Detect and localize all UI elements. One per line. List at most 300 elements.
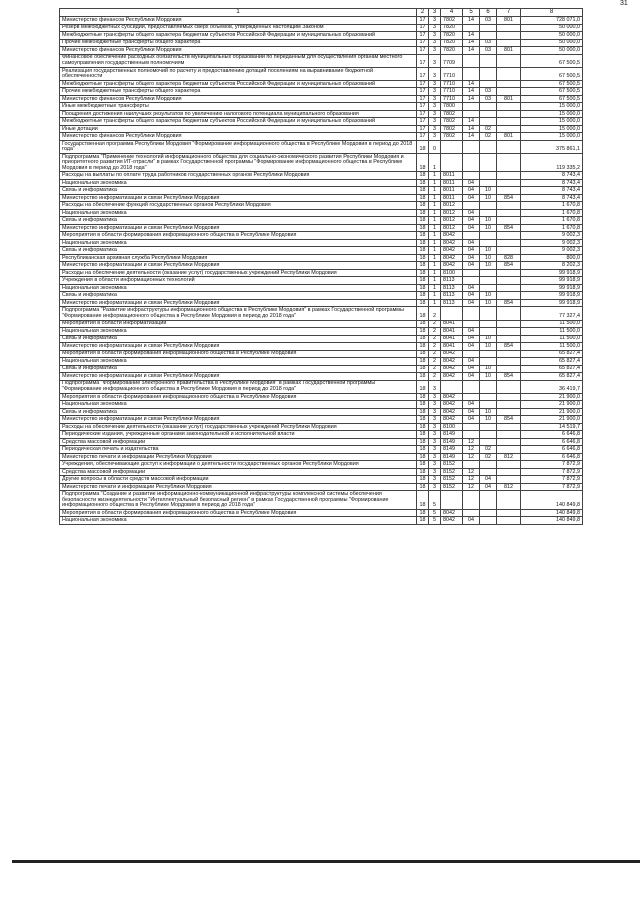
table-row — [60, 408, 583, 416]
table-row — [60, 202, 583, 210]
section-cell — [463, 54, 480, 67]
table-row — [60, 431, 583, 439]
department-code-cell — [497, 292, 521, 300]
amount-cell: 65 827,4 — [521, 358, 583, 366]
subprogram-code-cell: 1 — [429, 299, 441, 307]
target-article-cell — [441, 491, 463, 510]
amount-cell: 67 500,5 — [521, 88, 583, 96]
target-article-cell — [441, 307, 463, 320]
table-row — [60, 453, 583, 461]
section-cell — [463, 380, 480, 393]
program-code-cell: 18 — [417, 232, 429, 240]
amount-cell: 50 000,0 — [521, 47, 583, 55]
department-code-cell — [497, 509, 521, 517]
subsection-cell: 10 — [480, 292, 497, 300]
section-cell: 04 — [463, 358, 480, 366]
subprogram-code-cell: 1 — [429, 254, 441, 262]
section-cell: 14 — [463, 47, 480, 55]
subprogram-code-cell: 1 — [429, 247, 441, 255]
table-row — [60, 39, 583, 47]
section-cell: 04 — [463, 217, 480, 225]
amount-cell: 65 827,4 — [521, 373, 583, 381]
subprogram-code-cell: 3 — [429, 118, 441, 126]
budget-table — [59, 8, 583, 525]
section-cell: 04 — [463, 343, 480, 351]
table-row — [60, 133, 583, 141]
program-code-cell: 18 — [417, 284, 429, 292]
row-name-cell: Республиканская архивная служба Республики Мордовия — [60, 254, 417, 262]
section-cell: 14 — [463, 17, 480, 25]
section-cell: 04 — [463, 373, 480, 381]
subsection-cell: 10 — [480, 254, 497, 262]
row-name-cell: Межбюджетные трансферты общего характера бюджетам субъектов Российской Федерации и муниципальных образований — [60, 32, 417, 40]
target-article-cell: 8042 — [441, 350, 463, 358]
department-code-cell: 854 — [497, 373, 521, 381]
target-article-cell: 8012 — [441, 224, 463, 232]
target-article-cell: 8042 — [441, 262, 463, 270]
section-cell: 14 — [463, 32, 480, 40]
subsection-cell: 03 — [480, 47, 497, 55]
program-code-cell: 17 — [417, 24, 429, 32]
section-cell: 04 — [463, 299, 480, 307]
subsection-cell — [480, 269, 497, 277]
section-cell — [463, 509, 480, 517]
target-article-cell: 8149 — [441, 446, 463, 454]
amount-cell: 50 000,0 — [521, 24, 583, 32]
row-name-cell: Межбюджетные трансферты общего характера бюджетам субъектов Российской Федерации и муниципальных образований — [60, 80, 417, 88]
row-name-cell: Министерство печати и информации Республики Мордовия — [60, 453, 417, 461]
target-article-cell: 8042 — [441, 416, 463, 424]
target-article-cell — [441, 380, 463, 393]
section-cell — [463, 140, 480, 153]
table-row — [60, 284, 583, 292]
program-code-cell: 18 — [417, 277, 429, 285]
amount-cell: 7 872,9 — [521, 461, 583, 469]
table-row — [60, 468, 583, 476]
program-code-cell: 18 — [417, 476, 429, 484]
row-name-cell: Министерство финансов Республики Мордовия — [60, 95, 417, 103]
subprogram-code-cell: 5 — [429, 509, 441, 517]
subsection-cell — [480, 179, 497, 187]
table-row — [60, 299, 583, 307]
table-row — [60, 172, 583, 180]
amount-cell: 1 670,8 — [521, 209, 583, 217]
program-code-cell: 17 — [417, 118, 429, 126]
subprogram-code-cell: 1 — [429, 202, 441, 210]
subprogram-code-cell: 2 — [429, 343, 441, 351]
subsection-cell — [480, 232, 497, 240]
amount-cell: 11 500,0 — [521, 328, 583, 336]
subsection-cell: 04 — [480, 483, 497, 491]
target-article-cell: 8152 — [441, 476, 463, 484]
department-code-cell — [497, 239, 521, 247]
amount-cell: 728 071,0 — [521, 17, 583, 25]
section-cell: 04 — [463, 284, 480, 292]
row-name-cell: Связь и информатика — [60, 365, 417, 373]
section-cell: 04 — [463, 239, 480, 247]
subprogram-code-cell: 3 — [429, 423, 441, 431]
subsection-cell — [480, 423, 497, 431]
program-code-cell: 18 — [417, 217, 429, 225]
subsection-cell — [480, 277, 497, 285]
target-article-cell: 8011 — [441, 194, 463, 202]
program-code-cell: 18 — [417, 423, 429, 431]
row-name-cell: Учреждения, обеспечивающие доступ к информации о деятельности государственных органов Республики Мордовия — [60, 461, 417, 469]
target-article-cell — [441, 140, 463, 153]
target-article-cell: 8012 — [441, 209, 463, 217]
row-name-cell: Связь и информатика — [60, 217, 417, 225]
program-code-cell: 18 — [417, 140, 429, 153]
program-code-cell: 17 — [417, 95, 429, 103]
table-row — [60, 88, 583, 96]
department-code-cell — [497, 320, 521, 328]
section-cell — [463, 269, 480, 277]
table-row — [60, 17, 583, 25]
target-article-cell: 8113 — [441, 284, 463, 292]
amount-cell: 21 900,0 — [521, 408, 583, 416]
row-name-cell: Иные межбюджетные трансферты — [60, 103, 417, 111]
subprogram-code-cell: 1 — [429, 239, 441, 247]
amount-cell: 8 743,4 — [521, 194, 583, 202]
department-code-cell — [497, 431, 521, 439]
amount-cell: 99 918,9 — [521, 284, 583, 292]
section-cell — [463, 202, 480, 210]
subsection-cell — [480, 153, 497, 172]
amount-cell: 8 743,4 — [521, 179, 583, 187]
subsection-cell — [480, 509, 497, 517]
subprogram-code-cell: 3 — [429, 380, 441, 393]
target-article-cell: 8149 — [441, 438, 463, 446]
department-code-cell — [497, 179, 521, 187]
target-article-cell: 8152 — [441, 483, 463, 491]
subprogram-code-cell: 3 — [429, 468, 441, 476]
row-name-cell: Министерство финансов Республики Мордовия — [60, 133, 417, 141]
target-article-cell: 7802 — [441, 110, 463, 118]
department-code-cell — [497, 476, 521, 484]
program-code-cell: 18 — [417, 491, 429, 510]
department-code-cell — [497, 401, 521, 409]
amount-cell: 67 500,5 — [521, 54, 583, 67]
subprogram-code-cell: 1 — [429, 277, 441, 285]
subsection-cell — [480, 431, 497, 439]
subsection-cell — [480, 118, 497, 126]
department-code-cell — [497, 247, 521, 255]
department-code-cell — [497, 172, 521, 180]
table-row — [60, 373, 583, 381]
header-cell: 3 — [429, 9, 441, 17]
subprogram-code-cell: 2 — [429, 373, 441, 381]
section-cell: 14 — [463, 133, 480, 141]
target-article-cell: 7802 — [441, 17, 463, 25]
program-code-cell: 18 — [417, 401, 429, 409]
table-row — [60, 125, 583, 133]
row-name-cell: Связь и информатика — [60, 335, 417, 343]
subprogram-code-cell: 3 — [429, 88, 441, 96]
amount-cell: 15 000,0 — [521, 133, 583, 141]
program-code-cell: 18 — [417, 408, 429, 416]
section-cell: 04 — [463, 254, 480, 262]
amount-cell: 8 202,3 — [521, 262, 583, 270]
target-article-cell: 8042 — [441, 408, 463, 416]
target-article-cell: 7800 — [441, 103, 463, 111]
department-code-cell — [497, 54, 521, 67]
department-code-cell — [497, 328, 521, 336]
target-article-cell: 8100 — [441, 423, 463, 431]
section-cell — [463, 491, 480, 510]
row-name-cell: Национальная экономика — [60, 517, 417, 525]
subprogram-code-cell: 3 — [429, 453, 441, 461]
section-cell — [463, 172, 480, 180]
row-name-cell: Министерство информатизации и связи Республики Мордовия — [60, 224, 417, 232]
amount-cell: 11 500,0 — [521, 343, 583, 351]
subsection-cell: 03 — [480, 17, 497, 25]
amount-cell: 1 670,8 — [521, 224, 583, 232]
table-row — [60, 110, 583, 118]
table-row — [60, 277, 583, 285]
department-code-cell — [497, 461, 521, 469]
amount-cell: 6 646,8 — [521, 438, 583, 446]
department-code-cell — [497, 110, 521, 118]
department-code-cell — [497, 393, 521, 401]
subsection-cell: 10 — [480, 373, 497, 381]
table-row — [60, 292, 583, 300]
department-code-cell — [497, 423, 521, 431]
row-name-cell: Расходы на обеспечение деятельности (оказание услуг) государственных учреждений Республики Мордовия — [60, 423, 417, 431]
department-code-cell — [497, 491, 521, 510]
amount-cell: 99 918,9 — [521, 292, 583, 300]
subprogram-code-cell: 1 — [429, 232, 441, 240]
section-cell: 04 — [463, 292, 480, 300]
program-code-cell: 18 — [417, 358, 429, 366]
row-name-cell: Периодическая печать и издательства — [60, 446, 417, 454]
target-article-cell: 7820 — [441, 32, 463, 40]
target-article-cell: 8011 — [441, 187, 463, 195]
section-cell — [463, 67, 480, 80]
program-code-cell: 18 — [417, 194, 429, 202]
subprogram-code-cell: 3 — [429, 393, 441, 401]
target-article-cell: 8042 — [441, 254, 463, 262]
department-code-cell — [497, 125, 521, 133]
row-name-cell: Другие вопросы в области средств массовой информации — [60, 476, 417, 484]
section-cell: 04 — [463, 224, 480, 232]
target-article-cell: 8042 — [441, 365, 463, 373]
subprogram-code-cell: 2 — [429, 307, 441, 320]
target-article-cell: 8042 — [441, 239, 463, 247]
department-code-cell: 801 — [497, 133, 521, 141]
department-code-cell — [497, 103, 521, 111]
target-article-cell: 7802 — [441, 118, 463, 126]
amount-cell: 99 918,9 — [521, 269, 583, 277]
department-code-cell — [497, 350, 521, 358]
section-cell: 04 — [463, 262, 480, 270]
subsection-cell: 02 — [480, 133, 497, 141]
table-row — [60, 358, 583, 366]
table-row — [60, 461, 583, 469]
subsection-cell — [480, 67, 497, 80]
subsection-cell: 02 — [480, 446, 497, 454]
table-row — [60, 509, 583, 517]
table-row — [60, 517, 583, 525]
subprogram-code-cell: 1 — [429, 194, 441, 202]
subsection-cell — [480, 103, 497, 111]
program-code-cell: 17 — [417, 110, 429, 118]
table-row — [60, 67, 583, 80]
target-article-cell: 8041 — [441, 343, 463, 351]
amount-cell: 11 500,0 — [521, 335, 583, 343]
subprogram-code-cell: 3 — [429, 67, 441, 80]
table-row — [60, 350, 583, 358]
row-name-cell: Национальная экономика — [60, 239, 417, 247]
department-code-cell — [497, 187, 521, 195]
subprogram-code-cell: 3 — [429, 461, 441, 469]
subsection-cell: 10 — [480, 335, 497, 343]
subsection-cell: 02 — [480, 125, 497, 133]
subprogram-code-cell: 1 — [429, 262, 441, 270]
row-name-cell: Учреждения в области информационных технологий — [60, 277, 417, 285]
row-name-cell: Государственная программа Республики Мордовия "Формирование информационного общества в Республике Мордовия в период до 2018 года" — [60, 140, 417, 153]
section-cell: 14 — [463, 118, 480, 126]
program-code-cell: 18 — [417, 517, 429, 525]
section-cell: 14 — [463, 80, 480, 88]
department-code-cell — [497, 217, 521, 225]
subprogram-code-cell: 1 — [429, 187, 441, 195]
subprogram-code-cell: 3 — [429, 32, 441, 40]
row-name-cell: Связь и информатика — [60, 292, 417, 300]
row-name-cell: Национальная экономика — [60, 209, 417, 217]
program-code-cell: 18 — [417, 468, 429, 476]
target-article-cell: 8042 — [441, 401, 463, 409]
subprogram-code-cell: 3 — [429, 39, 441, 47]
department-code-cell — [497, 438, 521, 446]
subprogram-code-cell: 2 — [429, 335, 441, 343]
section-cell: 12 — [463, 476, 480, 484]
target-article-cell: 8042 — [441, 393, 463, 401]
row-name-cell: Министерство информатизации и связи Республики Мордовия — [60, 343, 417, 351]
program-code-cell: 18 — [417, 373, 429, 381]
amount-cell: 9 002,3 — [521, 247, 583, 255]
program-code-cell: 18 — [417, 292, 429, 300]
target-article-cell: 8113 — [441, 277, 463, 285]
department-code-cell — [497, 468, 521, 476]
subsection-cell — [480, 517, 497, 525]
department-code-cell — [497, 446, 521, 454]
target-article-cell: 8011 — [441, 179, 463, 187]
table-row — [60, 209, 583, 217]
target-article-cell: 8152 — [441, 468, 463, 476]
row-name-cell: Национальная экономика — [60, 179, 417, 187]
program-code-cell: 18 — [417, 328, 429, 336]
row-name-cell: Прочие межбюджетные трансферты общего характера — [60, 39, 417, 47]
table-row — [60, 179, 583, 187]
subsection-cell: 03 — [480, 88, 497, 96]
amount-cell: 50 000,0 — [521, 39, 583, 47]
subprogram-code-cell: 3 — [429, 54, 441, 67]
subprogram-code-cell: 2 — [429, 320, 441, 328]
department-code-cell — [497, 32, 521, 40]
subsection-cell — [480, 209, 497, 217]
program-code-cell: 18 — [417, 509, 429, 517]
subprogram-code-cell: 3 — [429, 133, 441, 141]
row-name-cell: Подпрограмма "Формирование электронного правительства в Республике Мордовия" в рамках Государственной программы "Формирование информационного общества в Республике Мордовия в период до 2018 года" — [60, 380, 417, 393]
table-row — [60, 365, 583, 373]
table-row — [60, 103, 583, 111]
subsection-cell — [480, 491, 497, 510]
amount-cell: 15 000,0 — [521, 125, 583, 133]
row-name-cell: Подпрограмма "Создание и развитие информационно-коммуникационной инфраструктуры комплексной системы обеспечения безопасности жизнедеятельности "Интеллектуальный безопасный регион" в рамках Государственной программы "Формирование информационного общества в Республике Мордовия в период до 2018 года" — [60, 491, 417, 510]
section-cell — [463, 110, 480, 118]
section-cell: 04 — [463, 416, 480, 424]
department-code-cell — [497, 209, 521, 217]
row-name-cell: Мероприятия в области информатизации — [60, 320, 417, 328]
target-article-cell: 8041 — [441, 328, 463, 336]
section-cell — [463, 423, 480, 431]
row-name-cell: Средства массовой информации — [60, 468, 417, 476]
table-row — [60, 32, 583, 40]
amount-cell: 65 827,4 — [521, 365, 583, 373]
department-code-cell — [497, 380, 521, 393]
subsection-cell: 04 — [480, 476, 497, 484]
department-code-cell — [497, 284, 521, 292]
subprogram-code-cell: 0 — [429, 140, 441, 153]
subsection-cell — [480, 393, 497, 401]
row-name-cell: Министерство информатизации и связи Республики Мордовия — [60, 299, 417, 307]
target-article-cell: 7710 — [441, 67, 463, 80]
subsection-cell — [480, 32, 497, 40]
department-code-cell — [497, 277, 521, 285]
subsection-cell: 10 — [480, 247, 497, 255]
subprogram-code-cell: 2 — [429, 328, 441, 336]
program-code-cell: 17 — [417, 32, 429, 40]
program-code-cell: 18 — [417, 320, 429, 328]
department-code-cell — [497, 88, 521, 96]
program-code-cell: 18 — [417, 254, 429, 262]
department-code-cell: 812 — [497, 483, 521, 491]
department-code-cell — [497, 232, 521, 240]
amount-cell: 50 000,0 — [521, 32, 583, 40]
subprogram-code-cell: 3 — [429, 110, 441, 118]
table-row — [60, 380, 583, 393]
amount-cell: 15 000,0 — [521, 103, 583, 111]
table-row — [60, 491, 583, 510]
program-code-cell: 18 — [417, 247, 429, 255]
target-article-cell: 7820 — [441, 24, 463, 32]
subsection-cell — [480, 380, 497, 393]
subsection-cell: 10 — [480, 365, 497, 373]
table-row — [60, 95, 583, 103]
department-code-cell — [497, 39, 521, 47]
program-code-cell: 17 — [417, 47, 429, 55]
department-code-cell: 801 — [497, 95, 521, 103]
row-name-cell: Министерство информатизации и связи Республики Мордовия — [60, 194, 417, 202]
table-row — [60, 239, 583, 247]
subprogram-code-cell: 3 — [429, 438, 441, 446]
department-code-cell — [497, 80, 521, 88]
subprogram-code-cell: 3 — [429, 80, 441, 88]
department-code-cell: 854 — [497, 224, 521, 232]
department-code-cell — [497, 517, 521, 525]
subsection-cell — [480, 202, 497, 210]
subprogram-code-cell: 1 — [429, 172, 441, 180]
subprogram-code-cell: 3 — [429, 17, 441, 25]
department-code-cell: 801 — [497, 47, 521, 55]
subsection-cell — [480, 320, 497, 328]
amount-cell: 140 849,8 — [521, 517, 583, 525]
amount-cell: 1 670,8 — [521, 217, 583, 225]
department-code-cell: 828 — [497, 254, 521, 262]
subprogram-code-cell: 1 — [429, 224, 441, 232]
row-name-cell: Министерство информатизации и связи Республики Мордовия — [60, 262, 417, 270]
target-article-cell: 7710 — [441, 80, 463, 88]
